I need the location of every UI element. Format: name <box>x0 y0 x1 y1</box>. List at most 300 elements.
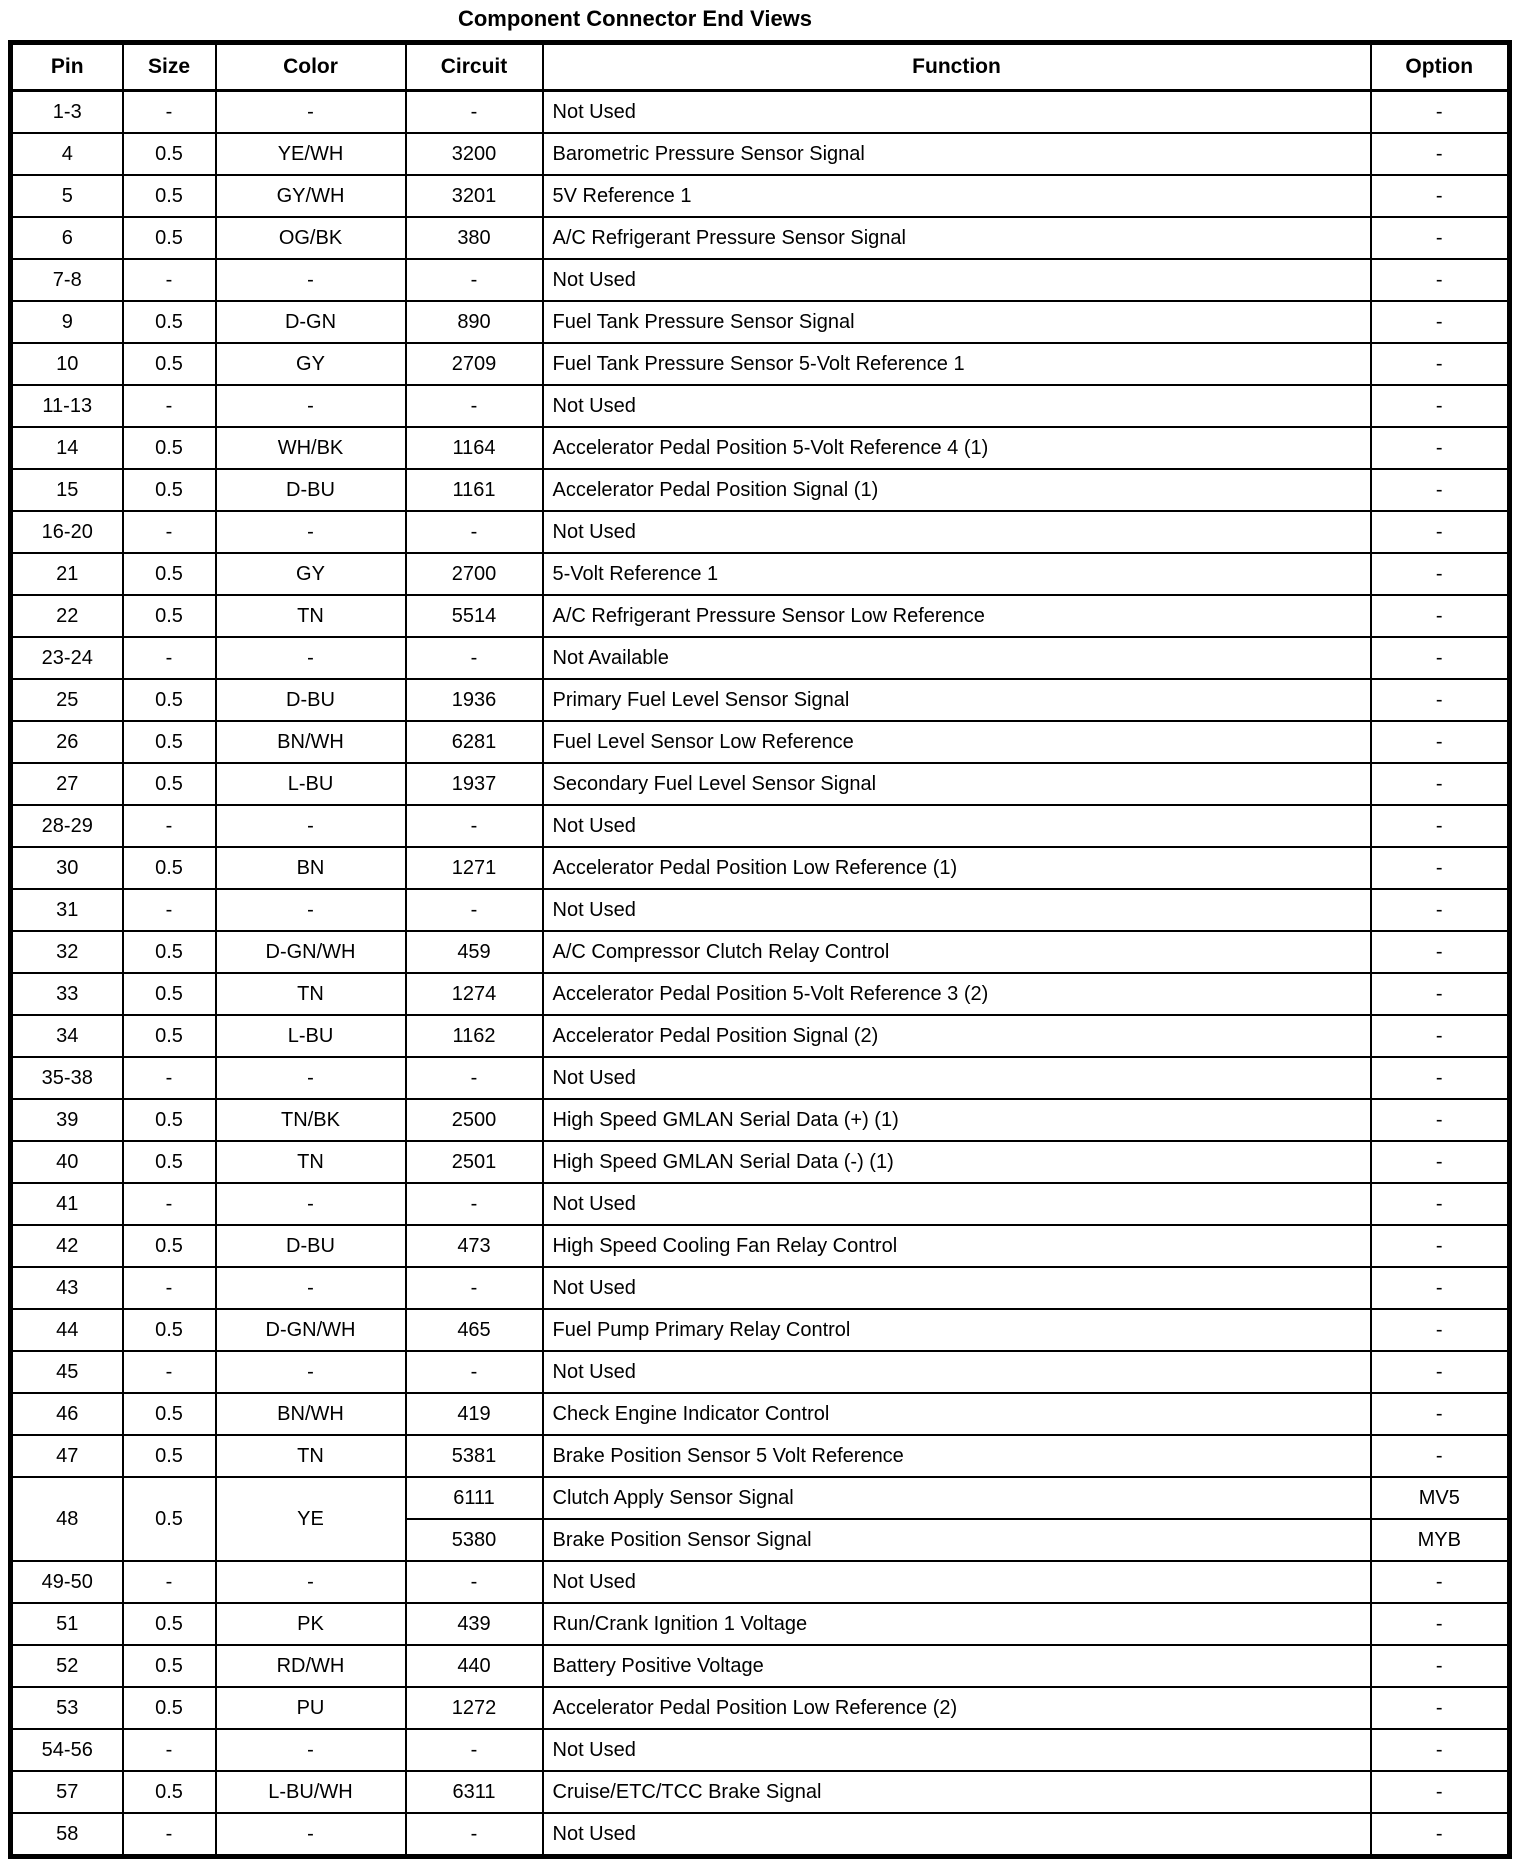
pin-cell: 23-24 <box>11 637 123 679</box>
circuit-cell: 459 <box>406 931 543 973</box>
function-cell: Not Used <box>543 385 1371 427</box>
option-cell: - <box>1371 931 1510 973</box>
pin-cell: 45 <box>11 1351 123 1393</box>
pin-cell: 5 <box>11 175 123 217</box>
pin-cell: 30 <box>11 847 123 889</box>
pin-cell: 42 <box>11 1225 123 1267</box>
function-cell: Not Used <box>543 889 1371 931</box>
circuit-cell: 473 <box>406 1225 543 1267</box>
circuit-cell: 5381 <box>406 1435 543 1477</box>
color-cell: L-BU <box>216 1015 406 1057</box>
table-row <box>11 91 1510 134</box>
size-cell: - <box>123 1729 216 1771</box>
circuit-cell: 2500 <box>406 1099 543 1141</box>
circuit-cell: 2709 <box>406 343 543 385</box>
color-cell: - <box>216 1561 406 1603</box>
color-cell: - <box>216 511 406 553</box>
table-row <box>11 175 1510 217</box>
option-cell: - <box>1371 469 1510 511</box>
circuit-cell: 2700 <box>406 553 543 595</box>
pin-cell: 35-38 <box>11 1057 123 1099</box>
color-cell: GY/WH <box>216 175 406 217</box>
option-cell: - <box>1371 1435 1510 1477</box>
function-cell: Not Used <box>543 1267 1371 1309</box>
function-cell: Accelerator Pedal Position Low Reference (2) <box>543 1687 1371 1729</box>
table-row <box>11 763 1510 805</box>
function-cell: Not Used <box>543 259 1371 301</box>
size-cell: - <box>123 385 216 427</box>
size-cell: 0.5 <box>123 1645 216 1687</box>
function-cell: Not Used <box>543 1729 1371 1771</box>
size-cell: 0.5 <box>123 1099 216 1141</box>
pin-cell: 28-29 <box>11 805 123 847</box>
pin-cell: 7-8 <box>11 259 123 301</box>
size-cell: 0.5 <box>123 931 216 973</box>
pin-cell: 53 <box>11 1687 123 1729</box>
pin-cell: 57 <box>11 1771 123 1813</box>
option-cell: - <box>1371 847 1510 889</box>
function-cell: Primary Fuel Level Sensor Signal <box>543 679 1371 721</box>
function-cell: Clutch Apply Sensor Signal <box>543 1477 1371 1519</box>
option-cell: - <box>1371 1183 1510 1225</box>
option-cell: - <box>1371 1771 1510 1813</box>
color-cell: - <box>216 91 406 134</box>
circuit-cell: 1936 <box>406 679 543 721</box>
header-cell-size: Size <box>123 43 216 91</box>
pin-cell: 39 <box>11 1099 123 1141</box>
function-cell: High Speed GMLAN Serial Data (-) (1) <box>543 1141 1371 1183</box>
option-cell: - <box>1371 1099 1510 1141</box>
circuit-cell: 890 <box>406 301 543 343</box>
table-row <box>11 1729 1510 1771</box>
function-cell: Accelerator Pedal Position 5-Volt Reference 3 (2) <box>543 973 1371 1015</box>
option-cell: - <box>1371 1687 1510 1729</box>
circuit-cell: 380 <box>406 217 543 259</box>
color-cell: D-BU <box>216 679 406 721</box>
function-cell: A/C Compressor Clutch Relay Control <box>543 931 1371 973</box>
table-row <box>11 343 1510 385</box>
option-cell: - <box>1371 637 1510 679</box>
table-row <box>11 511 1510 553</box>
size-cell: 0.5 <box>123 1225 216 1267</box>
function-cell: A/C Refrigerant Pressure Sensor Signal <box>543 217 1371 259</box>
color-cell: TN <box>216 1141 406 1183</box>
color-cell: GY <box>216 553 406 595</box>
header-cell-function: Function <box>543 43 1371 91</box>
option-cell: - <box>1371 889 1510 931</box>
size-cell: - <box>123 1813 216 1857</box>
color-cell: OG/BK <box>216 217 406 259</box>
option-cell: - <box>1371 973 1510 1015</box>
circuit-cell: - <box>406 637 543 679</box>
option-cell: MYB <box>1371 1519 1510 1561</box>
table-row <box>11 1309 1510 1351</box>
option-cell: - <box>1371 721 1510 763</box>
pin-cell: 40 <box>11 1141 123 1183</box>
option-cell: - <box>1371 1645 1510 1687</box>
circuit-cell: 1164 <box>406 427 543 469</box>
option-cell: - <box>1371 1267 1510 1309</box>
circuit-cell: 1161 <box>406 469 543 511</box>
table-row <box>11 217 1510 259</box>
pin-cell: 26 <box>11 721 123 763</box>
option-cell: - <box>1371 1561 1510 1603</box>
color-cell: YE/WH <box>216 133 406 175</box>
table-row <box>11 1141 1510 1183</box>
option-cell: - <box>1371 805 1510 847</box>
table-row <box>11 1561 1510 1603</box>
color-cell: BN/WH <box>216 721 406 763</box>
pin-cell: 6 <box>11 217 123 259</box>
size-cell: 0.5 <box>123 721 216 763</box>
function-cell: Not Used <box>543 805 1371 847</box>
table-row <box>11 973 1510 1015</box>
size-cell: - <box>123 805 216 847</box>
color-cell: TN <box>216 973 406 1015</box>
option-cell: - <box>1371 301 1510 343</box>
circuit-cell: - <box>406 1561 543 1603</box>
pin-cell: 27 <box>11 763 123 805</box>
pin-cell: 1-3 <box>11 91 123 134</box>
table-row <box>11 805 1510 847</box>
color-cell: D-GN/WH <box>216 1309 406 1351</box>
color-cell: L-BU/WH <box>216 1771 406 1813</box>
function-cell: A/C Refrigerant Pressure Sensor Low Reference <box>543 595 1371 637</box>
option-cell: - <box>1371 1015 1510 1057</box>
size-cell: 0.5 <box>123 469 216 511</box>
option-cell: - <box>1371 511 1510 553</box>
function-cell: Run/Crank Ignition 1 Voltage <box>543 1603 1371 1645</box>
size-cell: - <box>123 1183 216 1225</box>
table-row <box>11 1267 1510 1309</box>
color-cell: TN <box>216 1435 406 1477</box>
table-row <box>11 889 1510 931</box>
option-cell: - <box>1371 1057 1510 1099</box>
size-cell: 0.5 <box>123 1435 216 1477</box>
option-cell: - <box>1371 1351 1510 1393</box>
circuit-cell: - <box>406 889 543 931</box>
table-row <box>11 1099 1510 1141</box>
circuit-cell: 2501 <box>406 1141 543 1183</box>
pin-cell: 46 <box>11 1393 123 1435</box>
pinout-table-header <box>11 43 1510 91</box>
circuit-cell: - <box>406 1057 543 1099</box>
circuit-cell: 3200 <box>406 133 543 175</box>
size-cell: 0.5 <box>123 1393 216 1435</box>
color-cell: D-BU <box>216 1225 406 1267</box>
function-cell: Barometric Pressure Sensor Signal <box>543 133 1371 175</box>
table-row <box>11 553 1510 595</box>
option-cell: - <box>1371 553 1510 595</box>
table-row <box>11 385 1510 427</box>
pinout-table <box>8 40 1512 1859</box>
circuit-cell: 6281 <box>406 721 543 763</box>
table-row <box>11 637 1510 679</box>
pin-cell: 58 <box>11 1813 123 1857</box>
size-cell: - <box>123 1351 216 1393</box>
circuit-cell: 5380 <box>406 1519 543 1561</box>
table-row <box>11 1771 1510 1813</box>
color-cell: PU <box>216 1687 406 1729</box>
function-cell: Fuel Pump Primary Relay Control <box>543 1309 1371 1351</box>
option-cell: - <box>1371 343 1510 385</box>
color-cell: BN <box>216 847 406 889</box>
circuit-cell: - <box>406 259 543 301</box>
color-cell: BN/WH <box>216 1393 406 1435</box>
circuit-cell: - <box>406 511 543 553</box>
pin-cell: 16-20 <box>11 511 123 553</box>
color-cell: - <box>216 385 406 427</box>
option-cell: - <box>1371 133 1510 175</box>
color-cell: - <box>216 1813 406 1857</box>
circuit-cell: 6311 <box>406 1771 543 1813</box>
function-cell: High Speed GMLAN Serial Data (+) (1) <box>543 1099 1371 1141</box>
option-cell: - <box>1371 91 1510 134</box>
function-cell: Not Used <box>543 1183 1371 1225</box>
pin-cell: 51 <box>11 1603 123 1645</box>
option-cell: - <box>1371 763 1510 805</box>
option-cell: - <box>1371 1141 1510 1183</box>
option-cell: - <box>1371 1729 1510 1771</box>
pin-cell: 52 <box>11 1645 123 1687</box>
size-cell: 0.5 <box>123 1141 216 1183</box>
table-row <box>11 1603 1510 1645</box>
color-cell: - <box>216 1267 406 1309</box>
circuit-cell: - <box>406 91 543 134</box>
function-cell: Battery Positive Voltage <box>543 1645 1371 1687</box>
table-row <box>11 427 1510 469</box>
pin-cell: 14 <box>11 427 123 469</box>
table-row <box>11 469 1510 511</box>
table-row <box>11 259 1510 301</box>
circuit-cell: - <box>406 1183 543 1225</box>
header-cell-pin: Pin <box>11 43 123 91</box>
color-cell: L-BU <box>216 763 406 805</box>
color-cell: - <box>216 637 406 679</box>
pin-cell: 25 <box>11 679 123 721</box>
function-cell: High Speed Cooling Fan Relay Control <box>543 1225 1371 1267</box>
size-cell: 0.5 <box>123 301 216 343</box>
table-row <box>11 1183 1510 1225</box>
pin-cell: 10 <box>11 343 123 385</box>
function-cell: Fuel Tank Pressure Sensor 5-Volt Reference 1 <box>543 343 1371 385</box>
function-cell: Not Used <box>543 1057 1371 1099</box>
size-cell: 0.5 <box>123 1687 216 1729</box>
size-cell: 0.5 <box>123 427 216 469</box>
function-cell: Accelerator Pedal Position Signal (1) <box>543 469 1371 511</box>
function-cell: Not Used <box>543 1561 1371 1603</box>
size-cell: 0.5 <box>123 133 216 175</box>
pin-cell: 41 <box>11 1183 123 1225</box>
circuit-cell: - <box>406 1729 543 1771</box>
color-cell: - <box>216 1351 406 1393</box>
size-cell: - <box>123 889 216 931</box>
size-cell: 0.5 <box>123 1309 216 1351</box>
header-cell-circuit: Circuit <box>406 43 543 91</box>
function-cell: Not Used <box>543 91 1371 134</box>
option-cell: - <box>1371 427 1510 469</box>
pin-cell: 9 <box>11 301 123 343</box>
pin-cell: 15 <box>11 469 123 511</box>
pin-cell: 11-13 <box>11 385 123 427</box>
table-row <box>11 595 1510 637</box>
option-cell: - <box>1371 259 1510 301</box>
function-cell: Brake Position Sensor Signal <box>543 1519 1371 1561</box>
size-cell: - <box>123 91 216 134</box>
color-cell: RD/WH <box>216 1645 406 1687</box>
circuit-cell: 419 <box>406 1393 543 1435</box>
pin-cell: 44 <box>11 1309 123 1351</box>
header-row <box>11 43 1510 91</box>
size-cell: 0.5 <box>123 679 216 721</box>
circuit-cell: 1271 <box>406 847 543 889</box>
size-cell: 0.5 <box>123 1477 216 1561</box>
table-row <box>11 1435 1510 1477</box>
table-row <box>11 1351 1510 1393</box>
function-cell: Accelerator Pedal Position Signal (2) <box>543 1015 1371 1057</box>
table-row <box>11 1225 1510 1267</box>
table-row <box>11 847 1510 889</box>
pin-cell: 43 <box>11 1267 123 1309</box>
title-row <box>0 6 1270 32</box>
color-cell: - <box>216 889 406 931</box>
option-cell: - <box>1371 1309 1510 1351</box>
function-cell: Fuel Tank Pressure Sensor Signal <box>543 301 1371 343</box>
circuit-cell: - <box>406 1351 543 1393</box>
option-cell: - <box>1371 1603 1510 1645</box>
color-cell: GY <box>216 343 406 385</box>
circuit-cell: 465 <box>406 1309 543 1351</box>
circuit-cell: 6111 <box>406 1477 543 1519</box>
function-cell: 5-Volt Reference 1 <box>543 553 1371 595</box>
circuit-cell: 1937 <box>406 763 543 805</box>
table-row <box>11 1645 1510 1687</box>
color-cell: - <box>216 1183 406 1225</box>
color-cell: - <box>216 1729 406 1771</box>
pinout-table-body <box>11 91 1510 1857</box>
color-cell: YE <box>216 1477 406 1561</box>
color-cell: - <box>216 259 406 301</box>
function-cell: Not Available <box>543 637 1371 679</box>
size-cell: 0.5 <box>123 1771 216 1813</box>
size-cell: 0.5 <box>123 175 216 217</box>
table-row <box>11 1477 1510 1519</box>
option-cell: - <box>1371 595 1510 637</box>
color-cell: TN/BK <box>216 1099 406 1141</box>
function-cell: Not Used <box>543 1813 1371 1857</box>
color-cell: WH/BK <box>216 427 406 469</box>
function-cell: Brake Position Sensor 5 Volt Reference <box>543 1435 1371 1477</box>
option-cell: - <box>1371 217 1510 259</box>
size-cell: 0.5 <box>123 763 216 805</box>
table-row <box>11 1393 1510 1435</box>
pin-cell: 22 <box>11 595 123 637</box>
option-cell: - <box>1371 175 1510 217</box>
page-title: Component Connector End Views <box>457 6 813 31</box>
pin-cell: 21 <box>11 553 123 595</box>
pin-cell: 49-50 <box>11 1561 123 1603</box>
circuit-cell: 1162 <box>406 1015 543 1057</box>
option-cell: - <box>1371 679 1510 721</box>
circuit-cell: 1272 <box>406 1687 543 1729</box>
function-cell: Accelerator Pedal Position Low Reference (1) <box>543 847 1371 889</box>
pin-cell: 4 <box>11 133 123 175</box>
function-cell: Check Engine Indicator Control <box>543 1393 1371 1435</box>
header-cell-color: Color <box>216 43 406 91</box>
header-cell-option: Option <box>1371 43 1510 91</box>
size-cell: - <box>123 511 216 553</box>
function-cell: Cruise/ETC/TCC Brake Signal <box>543 1771 1371 1813</box>
circuit-cell: - <box>406 1267 543 1309</box>
table-row <box>11 301 1510 343</box>
pin-cell: 47 <box>11 1435 123 1477</box>
circuit-cell: 439 <box>406 1603 543 1645</box>
table-row <box>11 1687 1510 1729</box>
option-cell: - <box>1371 385 1510 427</box>
circuit-cell: 1274 <box>406 973 543 1015</box>
table-row <box>11 1813 1510 1857</box>
color-cell: - <box>216 1057 406 1099</box>
size-cell: 0.5 <box>123 595 216 637</box>
circuit-cell: 5514 <box>406 595 543 637</box>
size-cell: 0.5 <box>123 343 216 385</box>
size-cell: - <box>123 637 216 679</box>
function-cell: Fuel Level Sensor Low Reference <box>543 721 1371 763</box>
circuit-cell: 3201 <box>406 175 543 217</box>
function-cell: 5V Reference 1 <box>543 175 1371 217</box>
pin-cell: 54-56 <box>11 1729 123 1771</box>
size-cell: 0.5 <box>123 973 216 1015</box>
circuit-cell: 440 <box>406 1645 543 1687</box>
pin-cell: 48 <box>11 1477 123 1561</box>
circuit-cell: - <box>406 805 543 847</box>
pin-cell: 34 <box>11 1015 123 1057</box>
table-row <box>11 721 1510 763</box>
table-row <box>11 1057 1510 1099</box>
color-cell: D-BU <box>216 469 406 511</box>
circuit-cell: - <box>406 385 543 427</box>
color-cell: TN <box>216 595 406 637</box>
size-cell: - <box>123 1057 216 1099</box>
pin-cell: 32 <box>11 931 123 973</box>
table-row <box>11 679 1510 721</box>
option-cell: MV5 <box>1371 1477 1510 1519</box>
function-cell: Secondary Fuel Level Sensor Signal <box>543 763 1371 805</box>
function-cell: Not Used <box>543 511 1371 553</box>
color-cell: D-GN/WH <box>216 931 406 973</box>
size-cell: 0.5 <box>123 1603 216 1645</box>
pin-cell: 31 <box>11 889 123 931</box>
option-cell: - <box>1371 1393 1510 1435</box>
color-cell: PK <box>216 1603 406 1645</box>
option-cell: - <box>1371 1813 1510 1857</box>
function-cell: Accelerator Pedal Position 5-Volt Reference 4 (1) <box>543 427 1371 469</box>
table-row <box>11 931 1510 973</box>
function-cell: Not Used <box>543 1351 1371 1393</box>
size-cell: 0.5 <box>123 847 216 889</box>
size-cell: 0.5 <box>123 217 216 259</box>
size-cell: - <box>123 259 216 301</box>
table-row <box>11 133 1510 175</box>
size-cell: 0.5 <box>123 1015 216 1057</box>
size-cell: - <box>123 1561 216 1603</box>
circuit-cell: - <box>406 1813 543 1857</box>
size-cell: - <box>123 1267 216 1309</box>
color-cell: - <box>216 805 406 847</box>
pin-cell: 33 <box>11 973 123 1015</box>
option-cell: - <box>1371 1225 1510 1267</box>
size-cell: 0.5 <box>123 553 216 595</box>
